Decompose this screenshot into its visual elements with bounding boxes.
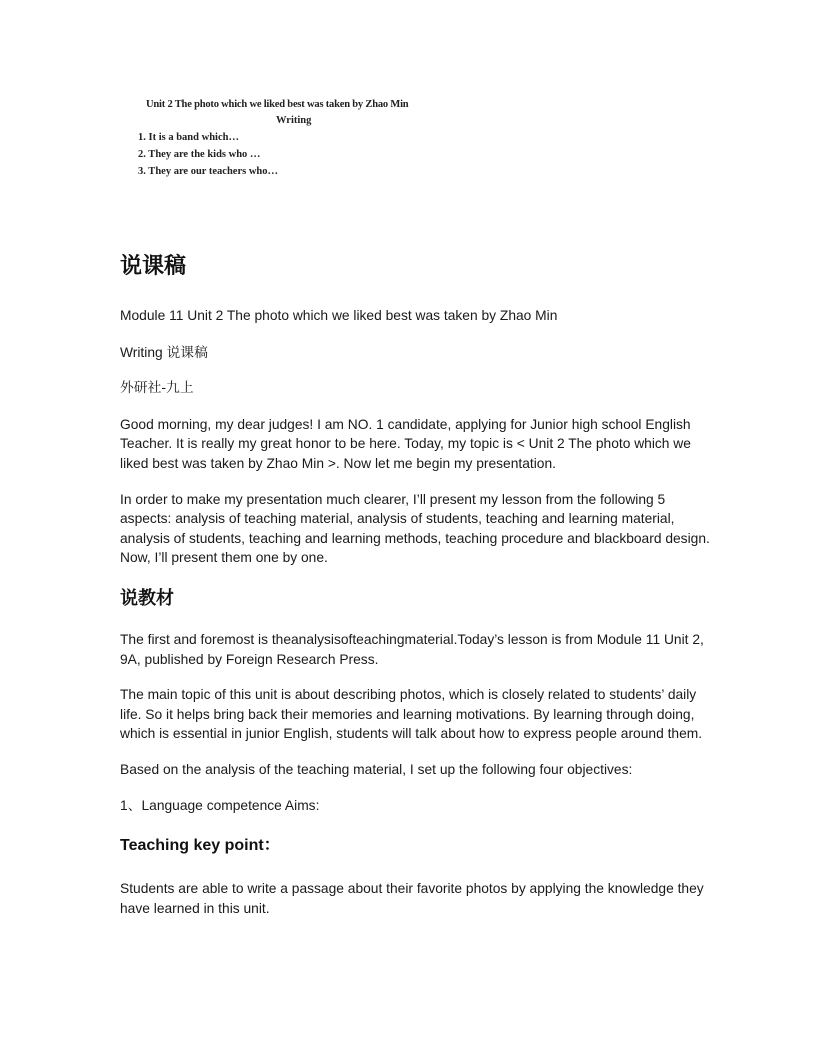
first-paragraph: The first and foremost is theanalysisofteachingmaterial.Today’s lesson is from Module 11 Unit 2, 9A, published by Foreign Research Press. [120, 631, 704, 667]
section-heading-material: 说教材 [120, 587, 174, 609]
aims-line: 1、Language competence Aims: [120, 797, 320, 813]
topic-paragraph: The main topic of this unit is about describing photos, which is closely related to students’ daily life. So it helps bring back their memories and learning motivations. By learning through doing, which is essential in junior English, students will talk about how to express people around them. [120, 687, 703, 742]
module-line: Module 11 Unit 2 The photo which we liked best was taken by Zhao Min [120, 308, 558, 323]
publisher-line: 外研社-九上 [120, 380, 194, 397]
scan-item: 1. It is a band which… [138, 132, 239, 143]
section-heading-key-point: Teaching key point： [120, 837, 280, 855]
intro-paragraph: Good morning, my dear judges! I am NO. 1 candidate, applying for Junior high school English Teacher. It is really my great honor to be here. Today, my topic is < Unit 2 The photo which we liked best was taken by Zhao Min >. Now let me begin my presentation. [120, 416, 691, 471]
key-point-paragraph: Students are able to write a passage about their favorite photos by applying the knowledge they have learned in this unit. [120, 881, 704, 916]
scan-title: Unit 2 The photo which we liked best was taken by Zhao Min [146, 99, 409, 110]
document-body [120, 250, 710, 918]
scanned-header-image [136, 96, 466, 188]
writing-line: Writing 说课稿 [120, 344, 208, 360]
scan-item: 2. They are the kids who … [138, 149, 261, 160]
scan-subtitle: Writing [276, 115, 312, 126]
scan-item: 3. They are our teachers who… [138, 166, 278, 177]
order-paragraph: In order to make my presentation much clearer, I’ll present my lesson from the following 5 aspects: analysis of teaching material, analysis of students, teaching and learning material, analysis of students, teaching and learning methods, teaching procedure and blackboard design. Now, I’ll present them one by one. [120, 491, 710, 566]
objectives-paragraph: Based on the analysis of the teaching material, I set up the following four objectives: [120, 761, 633, 777]
main-heading: 说课稿 [120, 254, 187, 279]
